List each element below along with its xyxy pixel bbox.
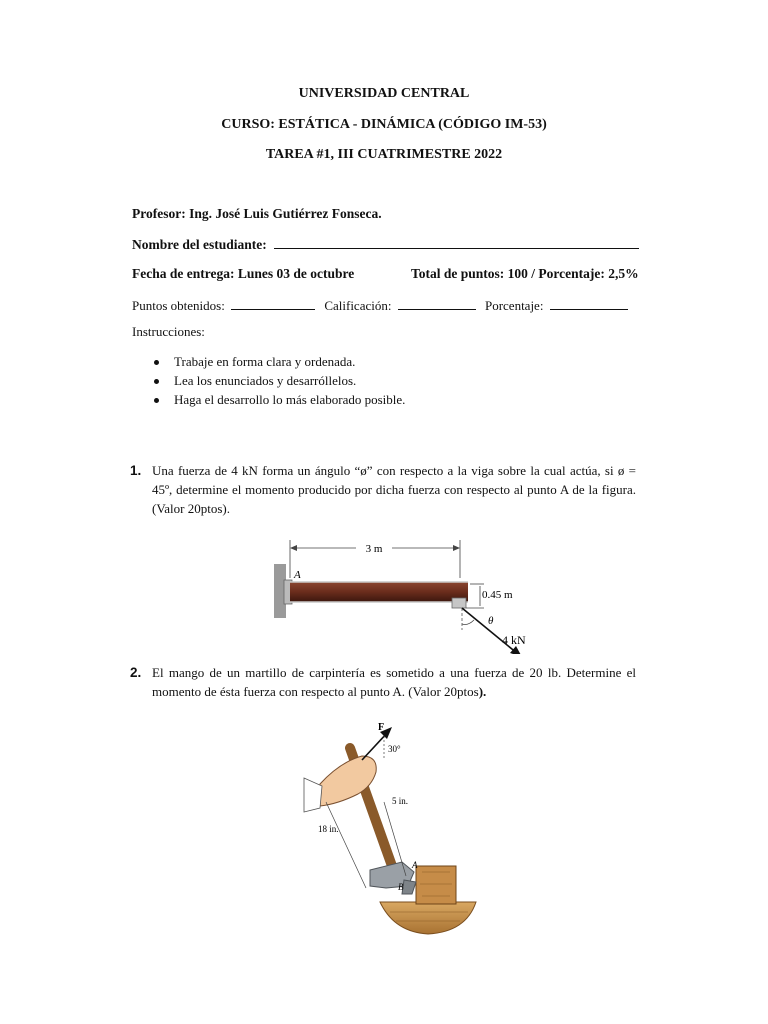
angle-label: θ	[488, 615, 494, 627]
force-bracket	[452, 598, 466, 608]
question-number: 1.	[130, 463, 142, 478]
grade-blank	[398, 297, 476, 310]
question-2: 2. El mango de un martillo de carpintería es sometido a una fuerza de 20 lb. Determine el momento de ésta fuerza con respecto al punto A. (Valor 20ptos).	[130, 665, 636, 699]
list-item: Trabaje en forma clara y ordenada.	[150, 354, 405, 373]
force-label: 4 kN	[502, 633, 526, 647]
wood-floor	[380, 902, 476, 934]
list-item: Lea los enunciados y desarróllelos.	[150, 373, 405, 392]
student-name-blank	[274, 236, 639, 249]
long-label: 18 in.	[318, 824, 339, 834]
beam-figure	[270, 534, 550, 654]
list-item: Haga el desarrollo lo más elaborado posible.	[150, 392, 405, 411]
bullet-icon	[154, 360, 159, 365]
points-label: Puntos obtenidos:	[132, 298, 225, 313]
offset-label: 0.45 m	[482, 589, 513, 601]
sleeve	[304, 778, 322, 812]
percent-label: Porcentaje:	[484, 298, 544, 313]
point-b-label: B	[398, 882, 404, 892]
point-a-label: A	[294, 569, 301, 581]
bullet-icon	[154, 379, 159, 384]
question-1	[130, 461, 636, 518]
instructions-list	[150, 354, 405, 411]
bullet-icon	[154, 398, 159, 403]
points-blank	[231, 297, 315, 310]
assignment-title: TAREA #1, III CUATRIMESTRE 2022	[265, 147, 503, 162]
question-number: 2.	[130, 665, 142, 680]
course-title: CURSO: ESTÁTICA - DINÁMICA (CÓDIGO IM-53)	[221, 117, 547, 132]
beam	[290, 582, 468, 602]
long-dimension	[326, 802, 366, 888]
question-text: El mango de un martillo de carpintería es sometido a una fuerza de 20 lb. Determine el momento de ésta fuerza con respecto al punto A. (Valor 20ptos	[152, 665, 636, 699]
percent-blank	[550, 297, 628, 310]
point-a-label: A	[412, 860, 418, 870]
student-name-label: Nombre del estudiante:	[132, 237, 267, 252]
student-name-line	[132, 236, 639, 253]
professor-line: Profesor: Ing. José Luis Gutiérrez Fonseca.	[132, 206, 382, 221]
force-label: F	[378, 722, 385, 733]
grade-label: Calificación:	[324, 298, 392, 313]
length-label: 3 m	[365, 543, 383, 555]
due-date: Fecha de entrega: Lunes 03 de octubre	[132, 266, 355, 281]
short-label: 5 in.	[392, 796, 409, 806]
university-title: UNIVERSIDAD CENTRAL	[298, 86, 470, 101]
angle-label: 30°	[388, 744, 401, 754]
instructions-title: Instrucciones:	[132, 324, 205, 339]
hammer-figure	[300, 716, 500, 938]
total-points: Total de puntos: 100 / Porcentaje: 2,5%	[411, 266, 639, 281]
question-text: Una fuerza de 4 kN forma un ángulo “ø” con respecto a la viga sobre la cual actúa, si ø = 45º, determine el momento producido por dicha fuerza con respecto al punto A de la figura. (Valor 20ptos).	[152, 463, 636, 516]
scores-line	[132, 297, 628, 314]
